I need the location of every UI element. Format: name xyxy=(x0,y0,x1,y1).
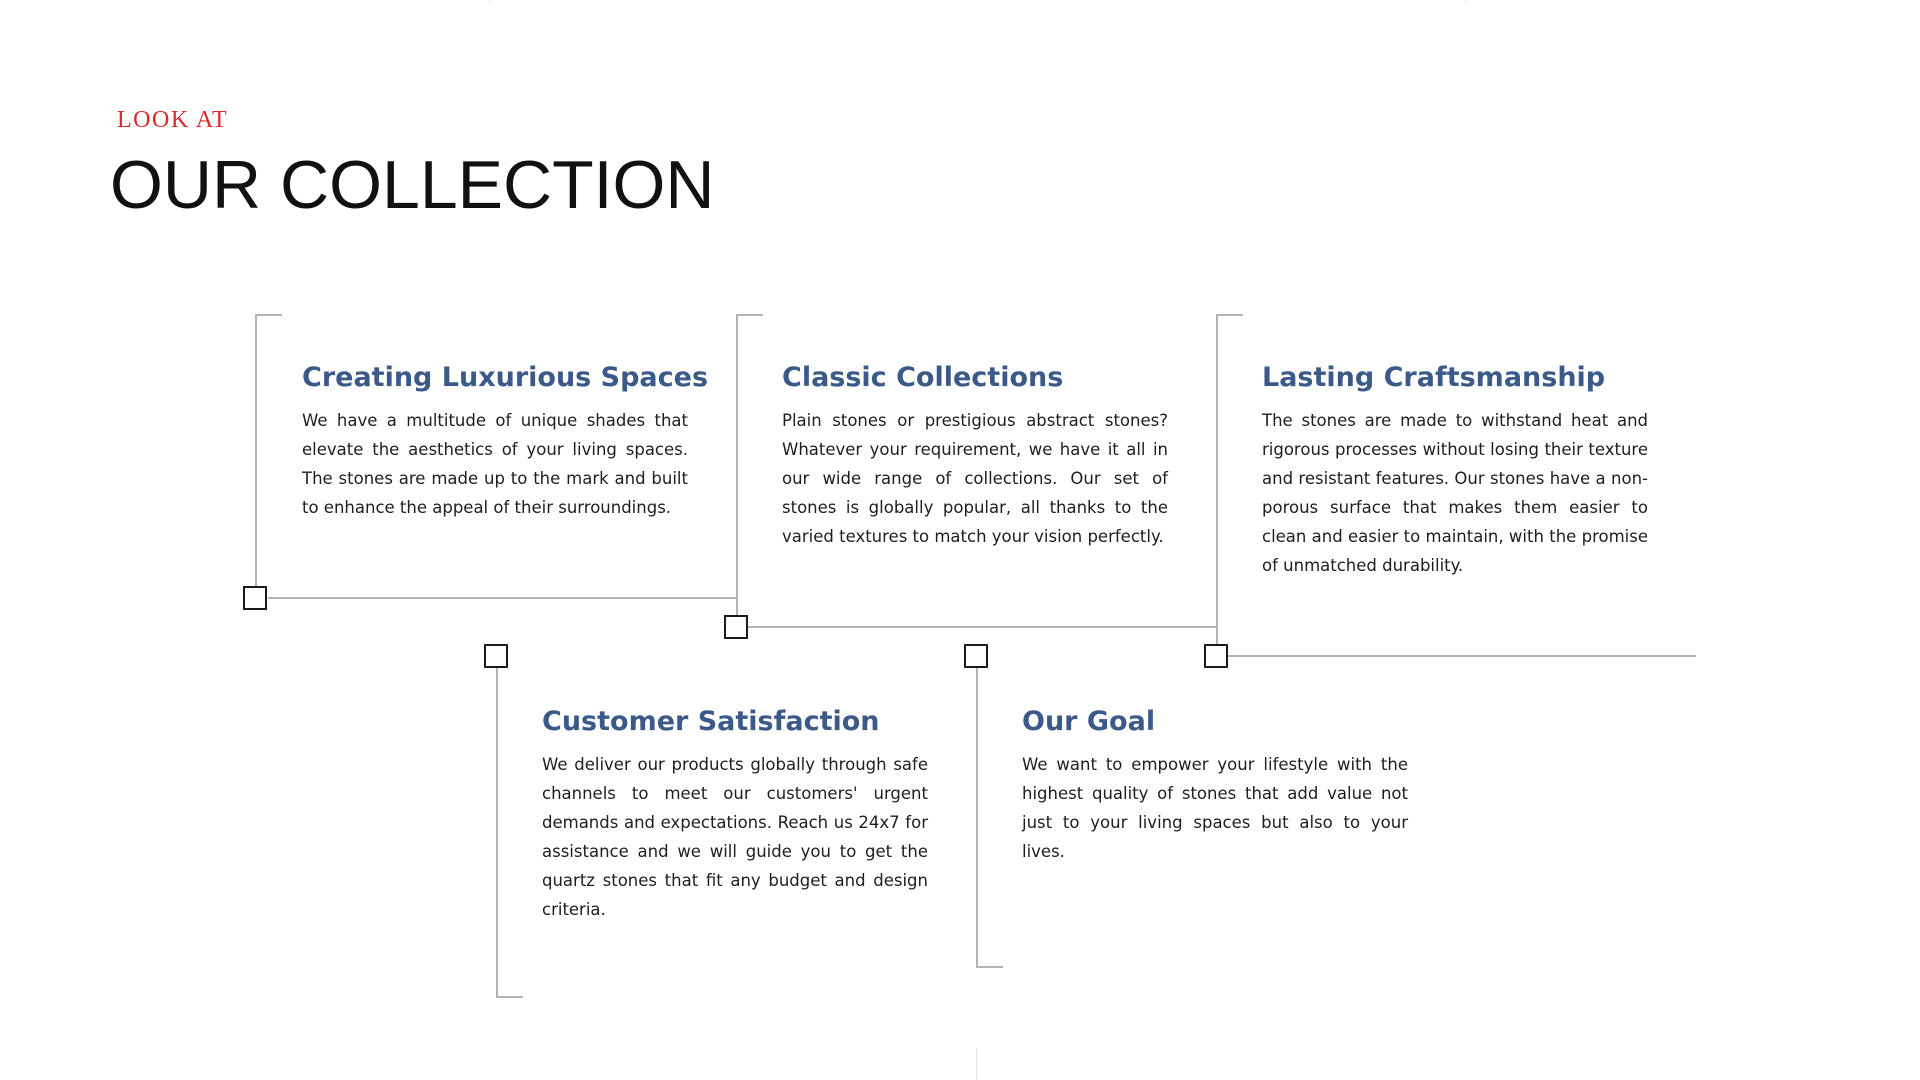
connector-line xyxy=(268,597,736,599)
timeline-node xyxy=(484,644,508,668)
timeline-node xyxy=(964,644,988,668)
card-frame-top xyxy=(255,314,282,316)
card-title: Creating Luxurious Spaces xyxy=(302,362,709,393)
card-frame-bottom xyxy=(976,966,1003,968)
card-frame-side xyxy=(1216,314,1218,656)
card-title: Our Goal xyxy=(1022,706,1156,737)
connector-line xyxy=(1228,655,1696,657)
connector-line xyxy=(748,626,1216,628)
card-description: We have a multitude of unique shades that elevate the aesthetics of your living spaces. The stones are made up to the mark and built to enhance the appeal of their surroundings. xyxy=(302,411,688,517)
card-description: The stones are made to withstand heat and rigorous processes without losing their texture and resistant features. Our stones have a non-porous surface that makes them easier to clean and easier to maintain, with the promise of unmatched durability. xyxy=(1262,411,1648,575)
page-title: OUR COLLECTION xyxy=(110,147,715,223)
card-frame-bottom xyxy=(496,996,523,998)
card-description: Plain stones or prestigious abstract stones? Whatever your requirement, we have it all in our wide range of collections. Our set of stones is globally popular, all thanks to the varied textures to match your vision perfectly. xyxy=(782,411,1168,546)
card-title: Classic Collections xyxy=(782,362,1064,393)
card-description: We deliver our products globally through safe channels to meet our customers' urgent demands and expectations. Reach us 24x7 for assistance and we will guide you to get the quartz stones that fit any budget and design criteria. xyxy=(542,755,928,919)
card-frame-side xyxy=(736,314,738,627)
timeline-node xyxy=(243,586,267,610)
guide-line xyxy=(976,1048,977,1080)
card-title: Lasting Craftsmanship xyxy=(1262,362,1606,393)
timeline-node xyxy=(724,615,748,639)
card-frame-top xyxy=(736,314,763,316)
card-description: We want to empower your lifestyle with the highest quality of stones that add value not just to your living spaces but also to your lives. xyxy=(1022,755,1408,861)
card-frame-top xyxy=(1216,314,1243,316)
guide-line xyxy=(489,0,490,4)
eyebrow-label: LOOK AT xyxy=(117,107,229,133)
card-title: Customer Satisfaction xyxy=(542,706,880,737)
card-frame-side xyxy=(496,668,498,998)
timeline-node xyxy=(1204,644,1228,668)
card-frame-side xyxy=(255,314,257,598)
guide-line xyxy=(1465,0,1466,4)
card-frame-side xyxy=(976,668,978,968)
